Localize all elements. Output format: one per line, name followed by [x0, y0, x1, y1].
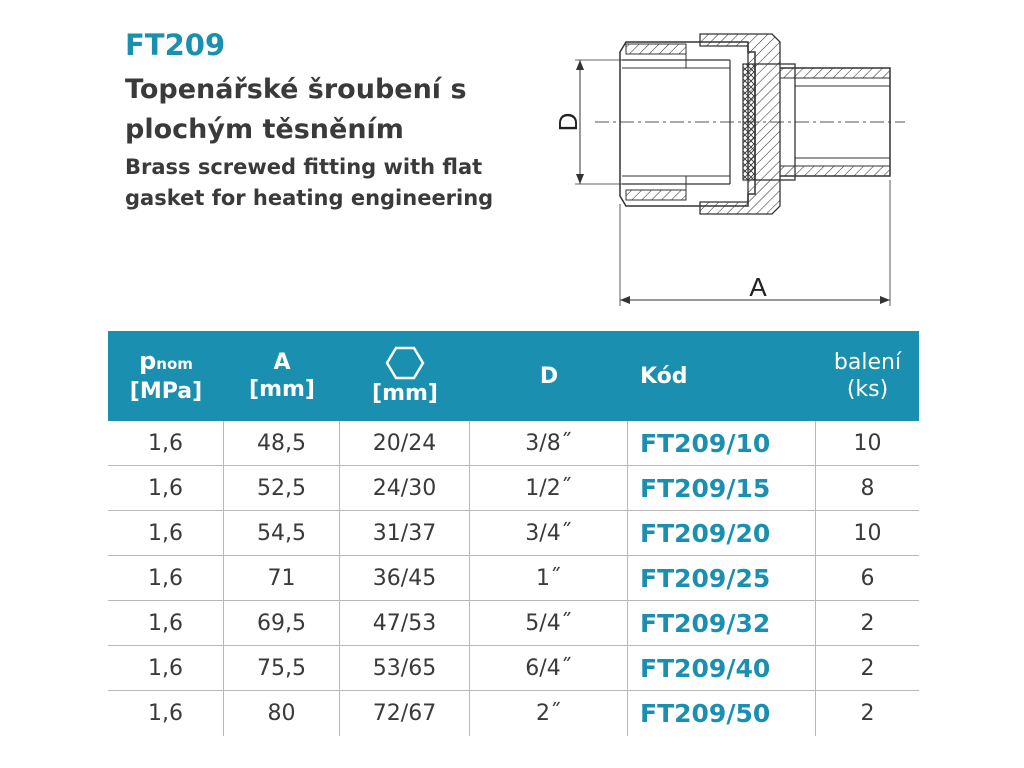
table-row	[108, 466, 919, 511]
cell-a: 80	[224, 691, 340, 736]
cell-a: 52,5	[224, 466, 340, 511]
cell-pressure: 1,6	[108, 691, 224, 736]
cell-a: 75,5	[224, 646, 340, 691]
cell-a: 54,5	[224, 511, 340, 556]
table-row	[108, 511, 919, 556]
hexagon-icon	[385, 346, 425, 380]
cell-code: FT209/25	[628, 556, 816, 601]
cell-code: FT209/50	[628, 691, 816, 736]
table-row	[108, 646, 919, 691]
cell-code: FT209/20	[628, 511, 816, 556]
cell-d: 3/8˝	[470, 421, 628, 466]
pressure-symbol: p	[139, 346, 157, 375]
table-row	[108, 421, 919, 466]
cell-a: 69,5	[224, 601, 340, 646]
cell-a: 71	[224, 556, 340, 601]
header-pack	[816, 331, 919, 421]
cell-d: 1/2˝	[470, 466, 628, 511]
header-length-a	[224, 331, 340, 421]
cell-d: 3/4˝	[470, 511, 628, 556]
d-label: D	[539, 363, 559, 389]
cell-hex: 47/53	[340, 601, 470, 646]
cell-pack: 2	[816, 601, 919, 646]
cell-a: 48,5	[224, 421, 340, 466]
cell-pressure: 1,6	[108, 556, 224, 601]
header-code	[628, 331, 816, 421]
spec-table	[108, 331, 919, 736]
table-header	[108, 331, 919, 421]
pressure-subscript: nom	[156, 354, 193, 373]
cell-d: 1˝	[470, 556, 628, 601]
code-label: Kód	[640, 363, 688, 389]
table-body	[108, 421, 919, 736]
cell-d: 6/4˝	[470, 646, 628, 691]
dimension-label-a: A	[749, 272, 767, 302]
cell-pack: 10	[816, 511, 919, 556]
product-title-english: Brass screwed fitting with flat gasket for heating engineering	[125, 155, 494, 210]
product-code-title: FT209	[125, 28, 226, 62]
cell-code: FT209/32	[628, 601, 816, 646]
header-hex	[340, 331, 470, 421]
hex-unit: [mm]	[372, 380, 438, 406]
cell-pack: 2	[860, 701, 875, 726]
product-header	[125, 28, 565, 214]
cell-pressure: 1,6	[108, 466, 224, 511]
header-d	[470, 331, 628, 421]
cell-hex: 72/67	[340, 691, 470, 736]
pack-label: balení	[833, 350, 902, 375]
product-title-czech: Topenářské šroubení s plochým těsněním	[125, 74, 467, 145]
cell-hex: 31/37	[340, 511, 470, 556]
cell-code: FT209/10	[628, 421, 816, 466]
cell-pressure: 1,6	[108, 421, 224, 466]
technical-drawing	[550, 24, 910, 314]
cell-d: 5/4˝	[470, 601, 628, 646]
header-pressure	[108, 331, 224, 421]
cell-pressure: 1,6	[108, 646, 224, 691]
table-row	[108, 601, 919, 646]
cell-pack: 6	[816, 556, 919, 601]
cell-hex: 20/24	[340, 421, 470, 466]
cell-d: 2˝	[470, 691, 628, 736]
cell-pack: 8	[816, 466, 919, 511]
cell-code: FT209/40	[628, 646, 816, 691]
a-unit: [mm]	[249, 377, 315, 402]
cell-pressure: 1,6	[108, 601, 224, 646]
cell-pressure: 1,6	[108, 511, 224, 556]
cell-hex: 36/45	[340, 556, 470, 601]
dimension-label-d: D	[553, 112, 583, 132]
table-row	[108, 691, 919, 736]
cell-hex: 53/65	[340, 646, 470, 691]
cell-pack: 10	[816, 421, 919, 466]
cell-hex: 24/30	[340, 466, 470, 511]
pack-unit: (ks)	[846, 377, 889, 402]
table-row	[108, 556, 919, 601]
cell-pack: 2	[816, 646, 919, 691]
a-label: A	[273, 350, 291, 375]
cell-code: FT209/15	[628, 466, 816, 511]
pressure-unit: [MPa]	[129, 378, 203, 404]
